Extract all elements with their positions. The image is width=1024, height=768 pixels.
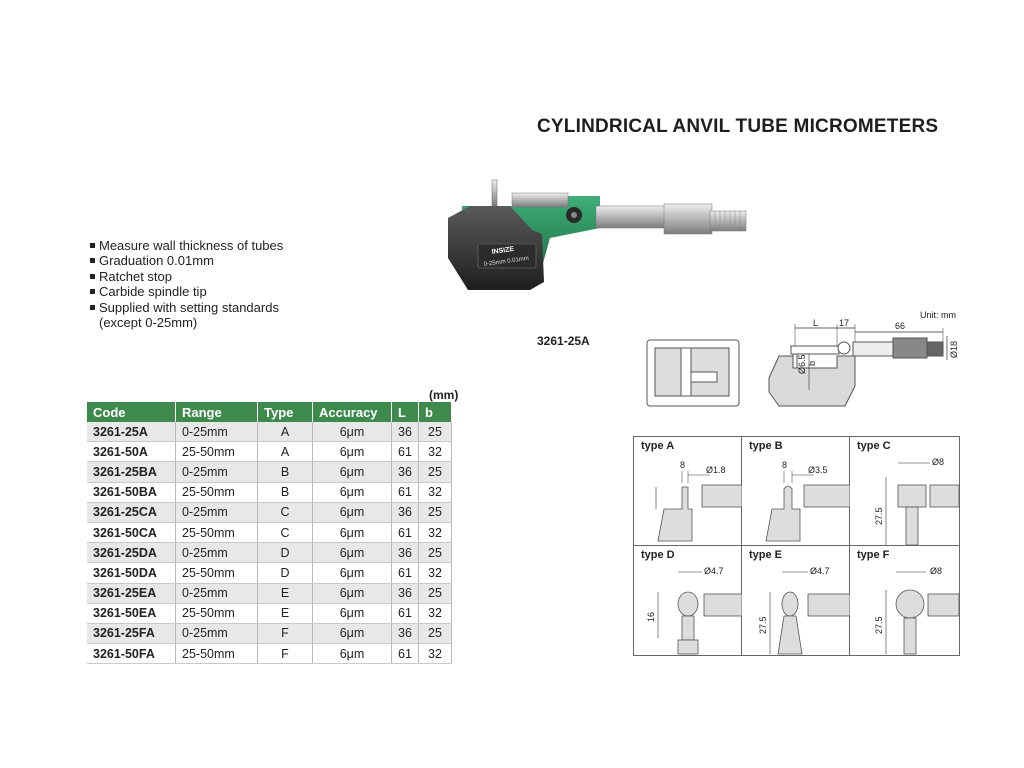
dimension-drawing <box>645 316 963 412</box>
cell-accuracy: 6μm <box>313 442 392 462</box>
table-row <box>87 644 452 664</box>
cell-type: C <box>258 502 313 522</box>
type-f-label: type F <box>857 549 890 561</box>
table-row <box>87 603 452 623</box>
bullet-square-icon <box>90 274 95 279</box>
type-d-diagram <box>634 546 742 655</box>
cell-accuracy: 6μm <box>313 543 392 563</box>
page-title: CYLINDRICAL ANVIL TUBE MICROMETERS <box>537 116 939 137</box>
cell-b: 32 <box>419 644 452 664</box>
type-f-cell <box>850 546 959 655</box>
col-header-accuracy: Accuracy <box>313 402 392 422</box>
cell-l: 61 <box>392 482 419 502</box>
unit-label: Unit: mm <box>920 310 956 320</box>
cell-accuracy: 6μm <box>313 644 392 664</box>
cell-b: 25 <box>419 543 452 563</box>
type-e-label: type E <box>749 549 783 561</box>
cell-accuracy: 6μm <box>313 603 392 623</box>
cell-b: 25 <box>419 583 452 603</box>
table-row <box>87 543 452 563</box>
bullet-square-icon <box>90 305 95 310</box>
cell-l: 36 <box>392 422 419 442</box>
feature-item: Graduation 0.01mm <box>90 253 283 268</box>
cell-b: 32 <box>419 442 452 462</box>
type-e-diagram <box>742 546 850 655</box>
col-header-type: Type <box>258 402 313 422</box>
cell-code: 3261-50DA <box>87 563 176 583</box>
dim-label-17: 17 <box>839 318 850 328</box>
cell-code: 3261-50CA <box>87 522 176 542</box>
cell-code: 3261-50FA <box>87 644 176 664</box>
type-f-dim-27-5: 27.5 <box>874 616 884 634</box>
cell-code: 3261-50BA <box>87 482 176 502</box>
dim-label-d6-5: Ø6.5 <box>797 354 807 374</box>
dim-label-l: L <box>813 318 819 328</box>
type-b-diagram <box>742 437 850 546</box>
type-e-dim-27-5: 27.5 <box>758 616 768 634</box>
feature-item-continued: (except 0-25mm) <box>99 315 198 331</box>
cell-type: A <box>258 442 313 462</box>
type-d-label: type D <box>641 549 675 561</box>
col-header-code: Code <box>87 402 176 422</box>
cell-range: 0-25mm <box>176 623 258 643</box>
cell-code: 3261-25FA <box>87 623 176 643</box>
type-b-cell <box>742 437 850 546</box>
table-row <box>87 583 452 603</box>
cell-l: 61 <box>392 522 419 542</box>
dim-label-b: b <box>807 360 817 366</box>
type-d-cell <box>634 546 742 655</box>
bullet-square-icon <box>90 258 95 263</box>
cell-range: 25-50mm <box>176 442 258 462</box>
cell-b: 32 <box>419 482 452 502</box>
cell-accuracy: 6μm <box>313 583 392 603</box>
dim-label-d18: Ø18 <box>949 340 959 358</box>
table-row <box>87 462 452 482</box>
type-e-cell <box>742 546 850 655</box>
cell-range: 0-25mm <box>176 462 258 482</box>
cell-type: B <box>258 462 313 482</box>
table-row <box>87 563 452 583</box>
type-b-dim-dia: Ø3.5 <box>808 465 828 475</box>
scale-text: 0-25mm 0.01mm <box>483 255 530 268</box>
cell-b: 25 <box>419 462 452 482</box>
type-c-dim-27-5: 27.5 <box>874 507 884 525</box>
cell-b: 32 <box>419 603 452 623</box>
tip-types-grid <box>633 436 960 656</box>
cell-type: C <box>258 522 313 542</box>
micrometer-photo <box>440 178 750 298</box>
type-b-dim-8: 8 <box>782 460 788 470</box>
cell-type: B <box>258 482 313 502</box>
cell-range: 25-50mm <box>176 563 258 583</box>
model-code: 3261-25A <box>537 334 590 348</box>
feature-item: Supplied with setting standards <box>90 300 283 315</box>
cell-code: 3261-25BA <box>87 462 176 482</box>
cell-type: E <box>258 603 313 623</box>
table-row <box>87 442 452 462</box>
cell-code: 3261-25EA <box>87 583 176 603</box>
col-header-l: L <box>392 402 419 422</box>
cell-type: F <box>258 644 313 664</box>
table-row <box>87 502 452 522</box>
spec-table-header <box>87 402 452 422</box>
brand-logo: INSIZE <box>491 245 515 256</box>
table-row <box>87 623 452 643</box>
type-f-diagram <box>850 546 959 655</box>
cell-l: 36 <box>392 623 419 643</box>
col-header-b: b <box>419 402 452 422</box>
cell-l: 61 <box>392 603 419 623</box>
cell-range: 25-50mm <box>176 482 258 502</box>
table-row <box>87 522 452 542</box>
type-f-dim-dia: Ø8 <box>930 566 943 576</box>
dim-label-66: 66 <box>895 321 906 331</box>
cell-code: 3261-25DA <box>87 543 176 563</box>
table-unit-label: (mm) <box>429 388 459 402</box>
table-row <box>87 482 452 502</box>
cell-code: 3261-25CA <box>87 502 176 522</box>
cell-l: 36 <box>392 502 419 522</box>
type-a-dim-dia: Ø1.8 <box>706 465 726 475</box>
type-c-dim-dia: Ø8 <box>932 457 945 467</box>
feature-list <box>90 238 283 330</box>
cell-b: 32 <box>419 522 452 542</box>
type-b-label: type B <box>749 440 783 452</box>
type-c-diagram <box>850 437 959 546</box>
spec-table <box>87 402 452 664</box>
bullet-square-icon <box>90 243 95 248</box>
cell-type: A <box>258 422 313 442</box>
cell-l: 61 <box>392 563 419 583</box>
cell-code: 3261-50A <box>87 442 176 462</box>
type-d-dim-16: 16 <box>646 611 656 622</box>
cell-l: 36 <box>392 583 419 603</box>
cell-range: 0-25mm <box>176 583 258 603</box>
cell-type: D <box>258 543 313 563</box>
cell-b: 25 <box>419 623 452 643</box>
cell-range: 0-25mm <box>176 422 258 442</box>
type-d-dim-dia: Ø4.7 <box>704 566 724 576</box>
type-c-cell <box>850 437 959 546</box>
cell-range: 25-50mm <box>176 522 258 542</box>
cell-code: 3261-25A <box>87 422 176 442</box>
type-c-label: type C <box>857 440 891 452</box>
cell-type: F <box>258 623 313 643</box>
cell-code: 3261-50EA <box>87 603 176 623</box>
feature-item: Ratchet stop <box>90 269 283 284</box>
cell-l: 61 <box>392 442 419 462</box>
cell-range: 0-25mm <box>176 543 258 563</box>
type-a-cell <box>634 437 742 546</box>
cell-range: 25-50mm <box>176 644 258 664</box>
feature-item: Measure wall thickness of tubes <box>90 238 283 253</box>
cell-range: 25-50mm <box>176 603 258 623</box>
cell-type: E <box>258 583 313 603</box>
cell-accuracy: 6μm <box>313 522 392 542</box>
col-header-range: Range <box>176 402 258 422</box>
cell-accuracy: 6μm <box>313 502 392 522</box>
cell-accuracy: 6μm <box>313 462 392 482</box>
cell-b: 25 <box>419 502 452 522</box>
cell-accuracy: 6μm <box>313 422 392 442</box>
cell-accuracy: 6μm <box>313 482 392 502</box>
type-a-dim-8: 8 <box>680 460 686 470</box>
cell-range: 0-25mm <box>176 502 258 522</box>
cell-b: 25 <box>419 422 452 442</box>
table-row <box>87 422 452 442</box>
feature-item: Carbide spindle tip <box>90 284 283 299</box>
cell-l: 36 <box>392 462 419 482</box>
type-a-label: type A <box>641 440 675 452</box>
cell-accuracy: 6μm <box>313 623 392 643</box>
cell-accuracy: 6μm <box>313 563 392 583</box>
cell-b: 32 <box>419 563 452 583</box>
type-a-diagram <box>634 437 742 546</box>
type-e-dim-dia: Ø4.7 <box>810 566 830 576</box>
cell-l: 36 <box>392 543 419 563</box>
cell-type: D <box>258 563 313 583</box>
bullet-square-icon <box>90 289 95 294</box>
cell-l: 61 <box>392 644 419 664</box>
